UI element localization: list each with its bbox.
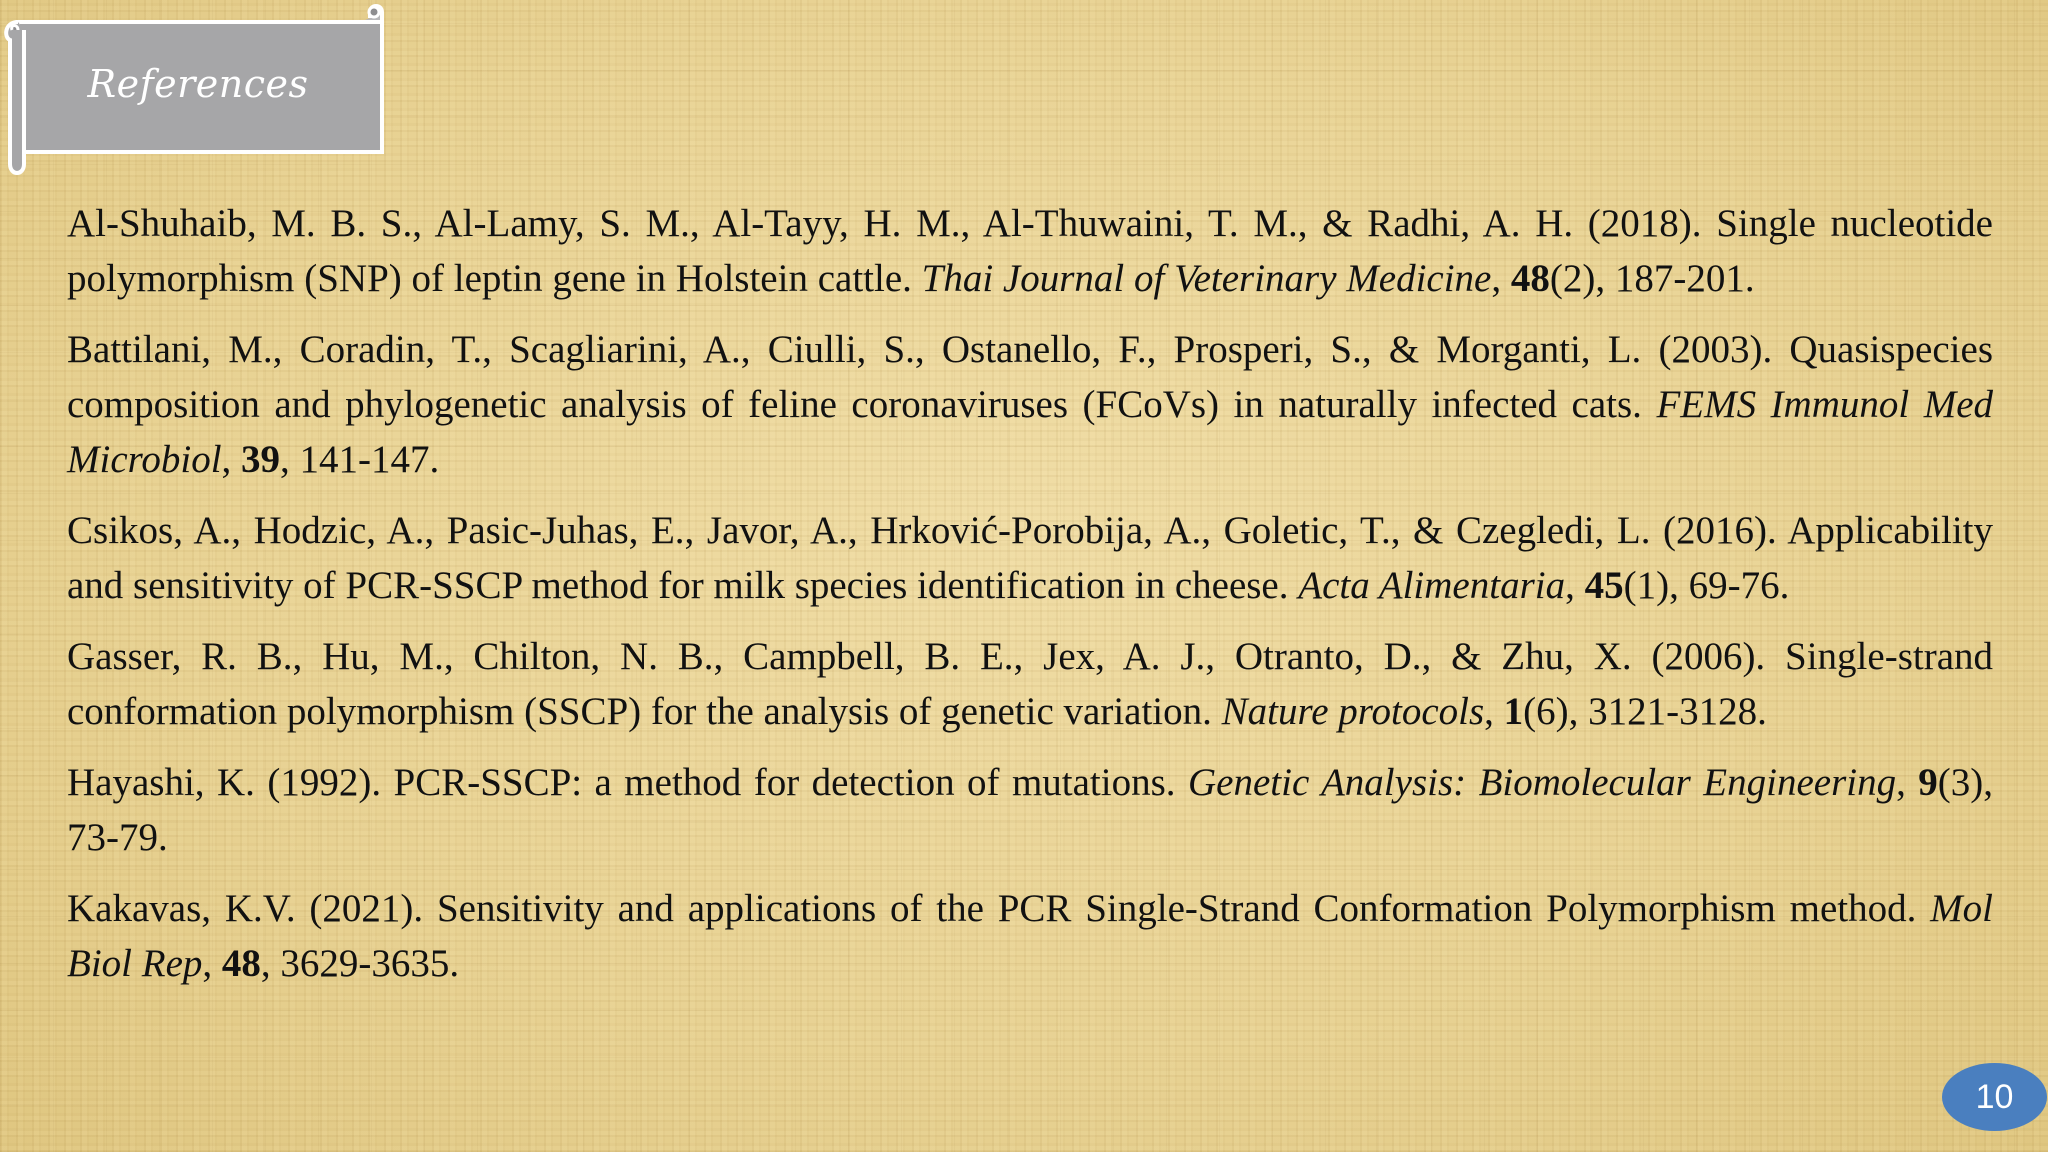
- reference-item: Hayashi, K. (1992). PCR-SSCP: a method for detection of mutations. Genetic Analysis: Biomolecular Engineering, 9(3), 73-79.: [67, 761, 1994, 859]
- slide-title: References: [87, 62, 309, 106]
- reference-issue: (3): [1937, 761, 1984, 804]
- reference-item: Battilani, M., Coradin, T., Scagliarini, A., Ciulli, S., Ostanello, F., Prosperi, S., & Morganti, L. (2003). Quasispecies composition and phylogenetic analysis of feline coronaviruses (FCoVs) in naturally infected cats. FEMS Immunol Med Microbiol, 39, 141-147.: [67, 328, 1994, 481]
- reference-pages: , 141-147.: [280, 438, 440, 481]
- reference-volume: 48: [1510, 257, 1550, 300]
- reference-pages: , 187-201.: [1595, 257, 1755, 300]
- reference-journal: Genetic Analysis: Biomolecular Engineering: [1187, 761, 1897, 804]
- reference-journal: FEMS Immunol Med Microbiol: [67, 383, 1994, 481]
- reference-text: Al-Shuhaib, M. B. S., Al-Lamy, S. M., Al-Tayy, H. M., Al-Thuwaini, T. M., & Radhi, A. H. (2018). Single nucleotide polymorphism (SNP) of leptin gene in Holstein cattle.: [67, 202, 1993, 300]
- reference-item: Al-Shuhaib, M. B. S., Al-Lamy, S. M., Al-Tayy, H. M., Al-Thuwaini, T. M., & Radhi, A. H. (2018). Single nucleotide polymorphism (SNP) of leptin gene in Holstein cattle. Thai Journal of Veterinary Medicine, 48(2), 187-201.: [67, 202, 1993, 300]
- reference-text: Battilani, M., Coradin, T., Scagliarini, A., Ciulli, S., Ostanello, F., Prosperi, S., & Morganti, L. (2003). Quasispecies composition and phylogenetic analysis of feline coronaviruses (FCoVs) in naturally infected cats.: [67, 328, 1993, 426]
- reference-item: Csikos, A., Hodzic, A., Pasic-Juhas, E., Javor, A., Hrković-Porobija, A., Goletic, T., & Czegledi, L. (2016). Applicability and sensitivity of PCR-SSCP method for milk species identification in cheese. Acta Alimentaria, 45(1), 69-76.: [67, 509, 1993, 607]
- reference-volume: 9: [1918, 761, 1938, 804]
- reference-text: Csikos, A., Hodzic, A., Pasic-Juhas, E., Javor, A., Hrković-Porobija, A., Goletic, T., & Czegledi, L. (2016). Applicability and sensitivity of PCR-SSCP method for milk species identification in cheese.: [67, 509, 1993, 607]
- reference-volume: 48: [221, 942, 261, 985]
- reference-text: Kakavas, K.V. (2021). Sensitivity and applications of the PCR Single-Strand Conformation Polymorphism method.: [67, 887, 1917, 930]
- reference-journal: Nature protocols: [1221, 690, 1485, 733]
- reference-item: Gasser, R. B., Hu, M., Chilton, N. B., Campbell, B. E., Jex, A. J., Otranto, D., & Zhu, X. (2006). Single-strand conformation polymorphism (SSCP) for the analysis of genetic variation. Nature protocols, 1(6), 3121-3128.: [67, 635, 1993, 733]
- reference-issue: (2): [1549, 257, 1596, 300]
- reference-journal: Mol Biol Rep: [67, 887, 1993, 985]
- reference-list: [67, 196, 1993, 1007]
- reference-pages: , 73-79.: [67, 761, 1994, 859]
- reference-volume: 1: [1503, 690, 1524, 733]
- reference-issue: (6): [1523, 690, 1569, 733]
- reference-item: Kakavas, K.V. (2021). Sensitivity and applications of the PCR Single-Strand Conformation Polymorphism method. Mol Biol Rep, 48, 3629-3635.: [67, 887, 1993, 985]
- reference-journal: Thai Journal of Veterinary Medicine: [921, 257, 1492, 300]
- reference-volume: 39: [241, 438, 281, 481]
- reference-issue: (1): [1623, 564, 1670, 607]
- reference-pages: , 3121-3128.: [1568, 690, 1767, 733]
- reference-volume: 45: [1584, 564, 1624, 607]
- title-banner: [0, 0, 400, 180]
- page-number-badge: 10: [1942, 1063, 2047, 1131]
- reference-pages: , 69-76.: [1669, 564, 1790, 607]
- reference-journal: Acta Alimentaria: [1298, 564, 1566, 607]
- reference-text: Hayashi, K. (1992). PCR-SSCP: a method for detection of mutations.: [67, 761, 1176, 804]
- reference-pages: , 3629-3635.: [260, 942, 460, 985]
- reference-text: Gasser, R. B., Hu, M., Chilton, N. B., Campbell, B. E., Jex, A. J., Otranto, D., & Zhu, X. (2006). Single-strand conformation polymorphism (SSCP) for the analysis of genetic variation.: [67, 635, 1993, 733]
